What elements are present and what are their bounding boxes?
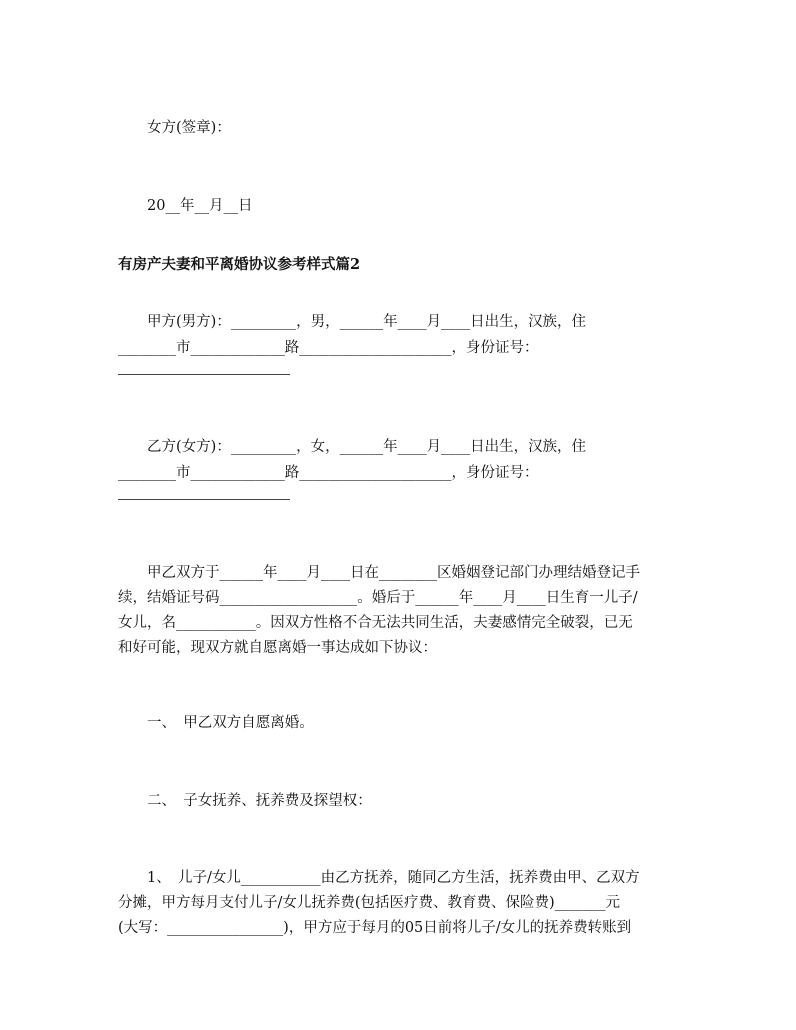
wife-signature-line: 女方(签章)： [118,120,231,136]
party-a-line-1: 甲方(男方)：_________，男，______年____月____日出生，汉族，住 [118,314,587,330]
party-a-line-2: ________市_____________路_____________________，身份证号： [118,340,539,356]
party-b-line-1: 乙方(女方)：_________，女，______年____月____日出生，汉族，住 [118,439,587,455]
party-b-line-2: ________市_____________路_____________________，身份证号： [118,465,539,481]
marriage-para-line-1: 甲乙双方于______年____月____日在________区婚姻登记部门办理结婚登记手 [118,565,640,581]
child-support-line-2: 分摊，甲方每月支付儿子/女儿抚养费(包括医疗费、教育费、保险费)_______元 [118,895,620,911]
marriage-para-line-2: 续，结婚证号码___________________。婚后于______年____月____日生育一儿子/ [118,590,638,606]
marriage-para-line-4: 和好可能，现双方就自愿离婚一事达成如下协议： [118,640,437,656]
section-title: 有房产夫妻和平离婚协议参考样式篇2 [118,256,361,273]
party-a-id-blank [118,374,290,375]
date-line: 20__年__月__日 [118,198,253,214]
clause-1: 一、 甲乙双方自愿离婚。 [118,715,314,731]
child-support-line-3: (大写：________________)，甲方应于每月的05日前将儿子/女儿的抚养费转账到 [118,920,632,936]
marriage-para-line-3: 女儿，名___________。因双方性格不合无法共同生活，夫妻感情完全破裂，已无 [118,615,633,631]
party-b-id-blank [118,499,290,500]
clause-2: 二、 子女抚养、抚养费及探望权： [118,793,372,809]
child-support-line-1: 1、 儿子/女儿___________由乙方抚养，随同乙方生活，抚养费由甲、乙双方 [118,870,640,886]
